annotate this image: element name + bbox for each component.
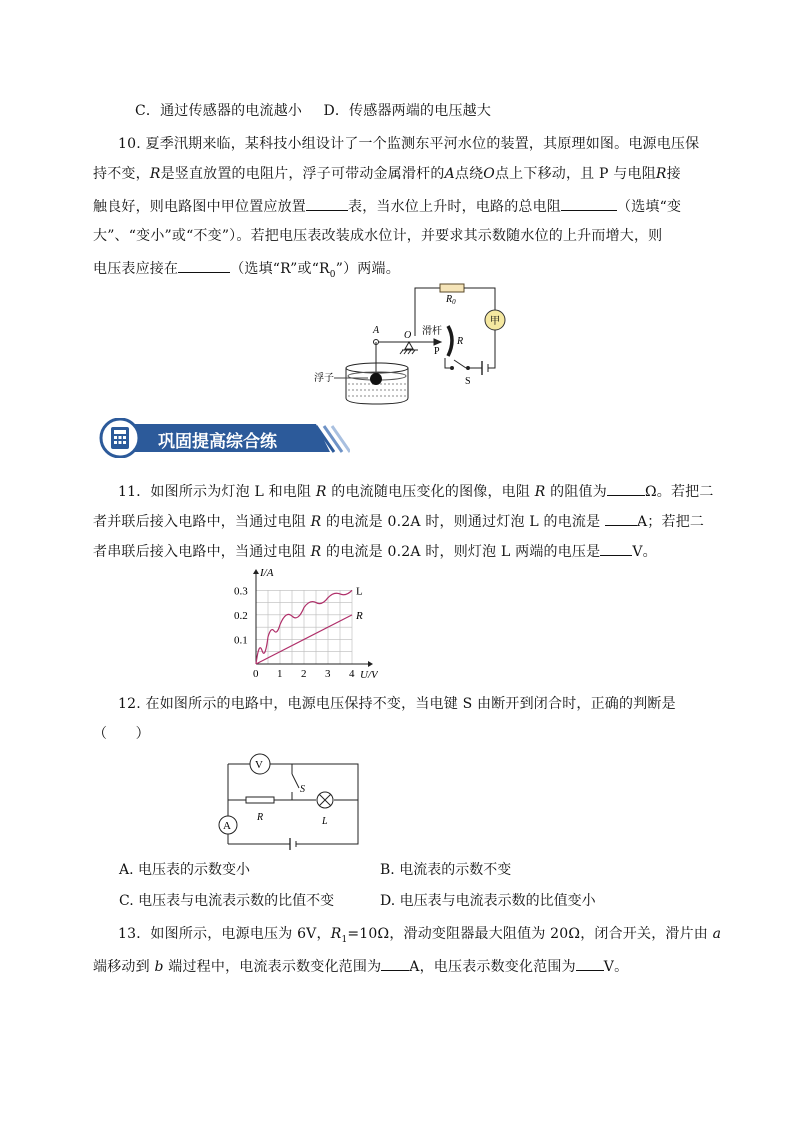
label-rod: 滑杆 [422, 326, 442, 337]
x-tick-label: 4 [349, 668, 355, 680]
answer-blank[interactable] [605, 510, 637, 526]
q13-line-2: 端移动到 b 端过程中，电流表示数变化范围为 A，电压表示数变化范围为 V。 [93, 955, 628, 977]
x-tick-label: 0 [253, 668, 259, 680]
x-tick-label: 2 [301, 668, 307, 680]
label-a: A [223, 820, 231, 832]
q12-option-c[interactable]: C. 电压表与电流表示数的比值不变 [119, 893, 335, 909]
label-float: 浮子 [314, 373, 334, 384]
q12-option-a[interactable]: A. 电压表的示数变小 [119, 862, 251, 878]
x-tick-label: 1 [277, 668, 283, 680]
label-s: S [300, 784, 305, 795]
q10-line-1: 10. 夏季汛期来临，某科技小组设计了一个监测东平河水位的装置，其原理如图。电源电压保 [118, 136, 700, 152]
q10-line-5: 电压表应接在 （选填“R”或“$R_0$”）两端。 [93, 257, 400, 285]
water-level-circuit-diagram [310, 280, 520, 410]
q12-option-d[interactable]: D. 电压表与电流表示数的比值变小 [380, 893, 596, 909]
y-axis-arrow [253, 569, 259, 574]
q12-circuit-diagram [210, 752, 370, 854]
section-title: 巩固提高综合练 [158, 432, 277, 452]
label-meter-jia: 甲 [490, 316, 500, 327]
section-banner [98, 418, 350, 458]
label-r0: $R_0$ [446, 294, 456, 306]
answer-blank[interactable] [306, 195, 348, 211]
label-p: P [434, 346, 440, 357]
y-tick-label: 0.3 [234, 585, 248, 598]
x-tick-label: 3 [325, 668, 331, 680]
calculator-icon [111, 427, 129, 449]
q10-line-3: 触良好，则电路图中甲位置应放置 表，当水位上升时，电路的总电阻 （选填“变 [93, 195, 681, 217]
y-axis-label: I/A [260, 567, 274, 579]
q10-line-4: 大”、“变小”或“不变”）。若把电压表改装成水位计，并要求其示数随水位的上升而增大，则 [93, 228, 663, 244]
label-a: A [373, 325, 380, 336]
iu-graph [228, 566, 378, 684]
q12-line-2: （ ） [93, 726, 150, 742]
label-r: R [257, 812, 264, 823]
label-v: V [255, 759, 263, 771]
answer-blank[interactable] [381, 955, 409, 971]
label-l: L [322, 816, 328, 827]
label-o: O [404, 330, 412, 341]
y-tick-label: 0.2 [234, 609, 248, 622]
x-axis-arrow [368, 661, 373, 667]
label-r: R [457, 336, 464, 347]
x-axis-label: U/V [360, 669, 378, 681]
series-label-L: L [356, 585, 363, 598]
q13-line-1: 13．如图所示，电源电压为 6V，$R_1=10\Omega$，滑动变阻器最大阻值为 20Ω，闭合开关，滑片由 a [118, 926, 722, 945]
answer-blank[interactable] [178, 257, 230, 273]
answer-blank[interactable] [607, 480, 645, 496]
q9-option-c: C．通过传感器的电流越小 [135, 103, 303, 119]
q10-line-2: 持不变，R是竖直放置的电阻片，浮子可带动金属滑杆的A点绕O点上下移动，且 P 与电阻R接 [93, 166, 681, 182]
y-tick-label: 0.1 [234, 634, 248, 647]
resistor-r0 [440, 284, 464, 292]
answer-blank[interactable] [561, 195, 617, 211]
series-label-R: R [356, 609, 363, 622]
q11-line-1: 11．如图所示为灯泡 L 和电阻 R 的电流随电压变化的图像，电阻 R 的阻值为 Ω。若把二 [118, 480, 714, 502]
answer-blank[interactable] [600, 540, 632, 556]
q12-option-b[interactable]: B. 电流表的示数不变 [380, 862, 512, 878]
label-s: S [465, 376, 471, 387]
q11-line-2: 者并联后接入电路中，当通过电阻 R 的电流是 0.2A 时，则通过灯泡 L 的电流是 A；若把二 [93, 510, 704, 532]
q9-option-d: D．传感器两端的电压越大 [323, 103, 492, 119]
q12-line-1: 12. 在如图所示的电路中，电源电压保持不变，当电键 S 由断开到闭合时，正确的判断是 [118, 696, 676, 712]
q11-line-3: 者串联后接入电路中，当通过电阻 R 的电流是 0.2A 时，则灯泡 L 两端的电压是 V。 [93, 540, 657, 562]
answer-blank[interactable] [576, 955, 604, 971]
float-ball [370, 373, 382, 385]
